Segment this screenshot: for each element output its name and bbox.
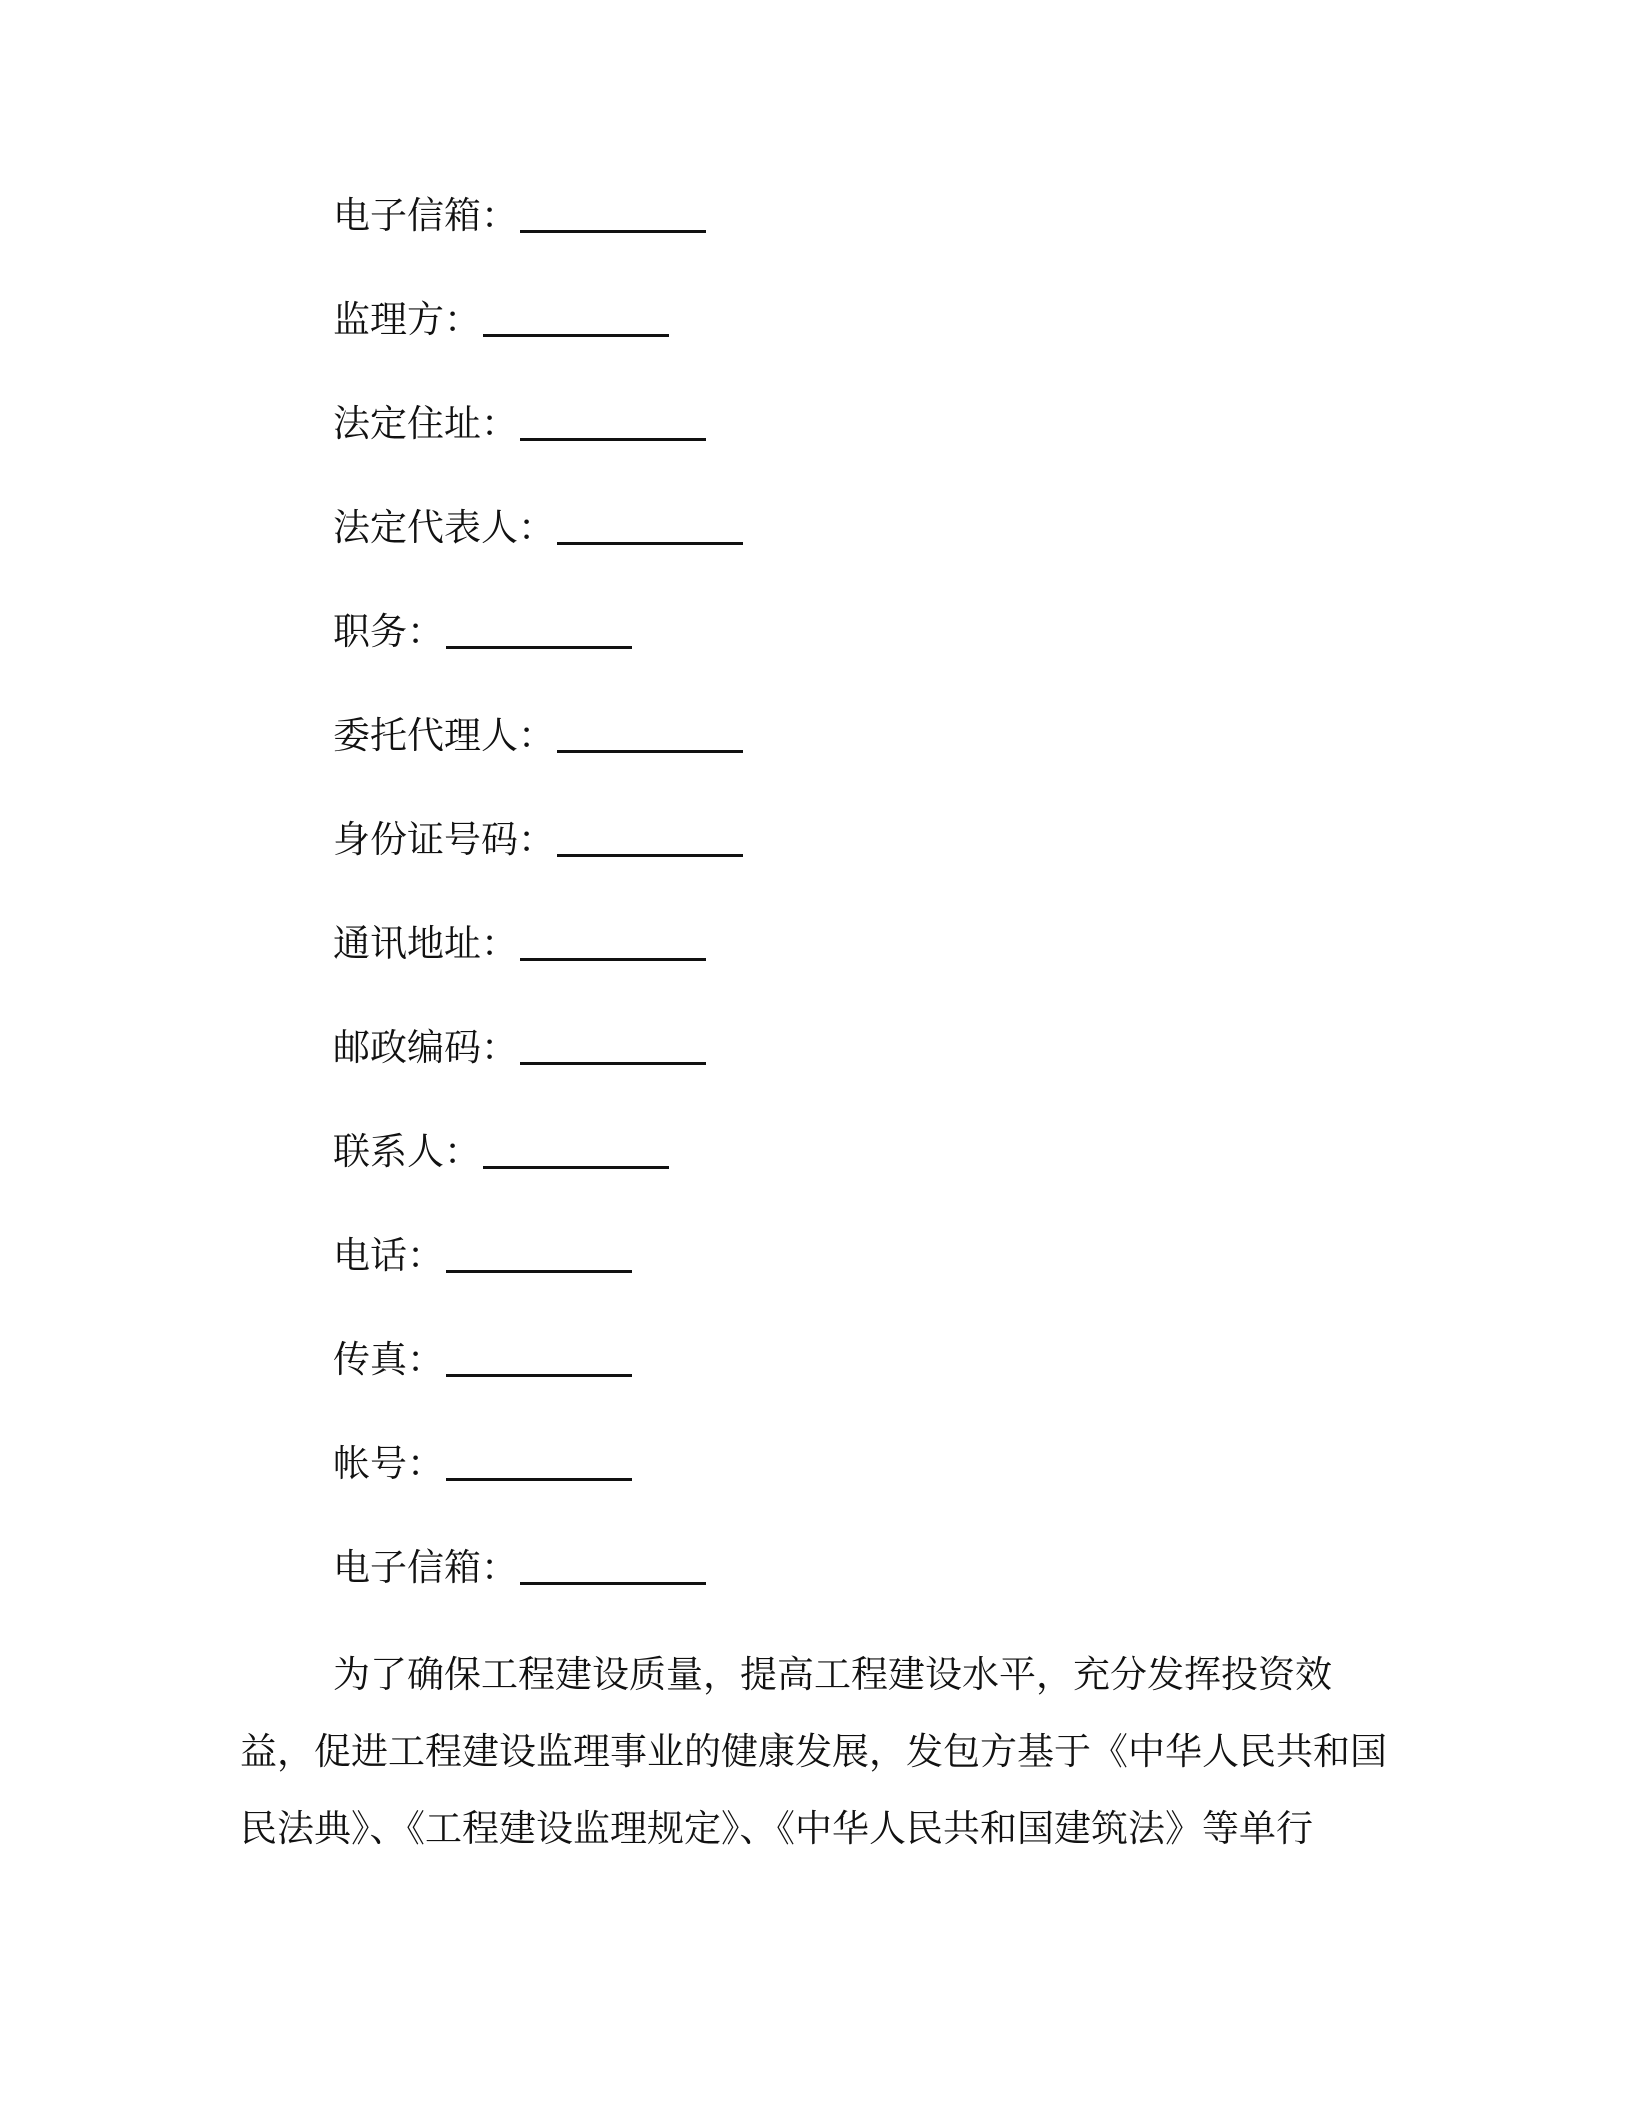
- field-phone: [333, 1230, 1433, 1334]
- field-label: 委托代理人：: [333, 714, 555, 757]
- blank-line: [446, 1438, 632, 1481]
- field-postal-code: [333, 1022, 1433, 1126]
- blank-line: [557, 814, 743, 857]
- field-label: 电子信箱：: [333, 194, 518, 237]
- field-label: 电话：: [333, 1234, 444, 1277]
- blank-line: [520, 918, 706, 961]
- field-label: 传真：: [333, 1338, 444, 1381]
- blank-line: [483, 1126, 669, 1169]
- field-supervisor: [333, 294, 1433, 398]
- blank-line: [557, 710, 743, 753]
- blank-line: [520, 1542, 706, 1585]
- blank-line: [446, 1334, 632, 1377]
- blank-line: [520, 190, 706, 233]
- field-position: [333, 606, 1433, 710]
- field-label: 法定代表人：: [333, 506, 555, 549]
- blank-line: [446, 606, 632, 649]
- field-id-number: [333, 814, 1433, 918]
- field-label: 身份证号码：: [333, 818, 555, 861]
- field-contact-person: [333, 1126, 1433, 1230]
- field-authorized-agent: [333, 710, 1433, 814]
- field-legal-address: [333, 398, 1433, 502]
- blank-line: [483, 294, 669, 337]
- field-label: 法定住址：: [333, 402, 518, 445]
- field-label: 邮政编码：: [333, 1026, 518, 1069]
- field-legal-representative: [333, 502, 1433, 606]
- field-label: 帐号：: [333, 1442, 444, 1485]
- field-label: 联系人：: [333, 1130, 481, 1173]
- party-info-fields: [333, 190, 1433, 1646]
- field-mailing-address: [333, 918, 1433, 1022]
- field-label: 职务：: [333, 610, 444, 653]
- blank-line: [520, 1022, 706, 1065]
- field-fax: [333, 1334, 1433, 1438]
- blank-line: [446, 1230, 632, 1273]
- field-email-1: [333, 190, 1433, 294]
- field-account-number: [333, 1438, 1433, 1542]
- body-paragraph: 为了确保工程建设质量，提高工程建设水平，充分发挥投资效益，促进工程建设监理事业的健康发展，发包方基于《中华人民共和国民法典》、《工程建设监理规定》、《中华人民共和国建筑法》等单行: [240, 1653, 1387, 1850]
- field-email-2: [333, 1542, 1433, 1646]
- field-label: 通讯地址：: [333, 922, 518, 965]
- body-paragraph-container: [240, 1636, 1400, 1867]
- blank-line: [557, 502, 743, 545]
- blank-line: [520, 398, 706, 441]
- field-label: 监理方：: [333, 298, 481, 341]
- field-label: 电子信箱：: [333, 1546, 518, 1589]
